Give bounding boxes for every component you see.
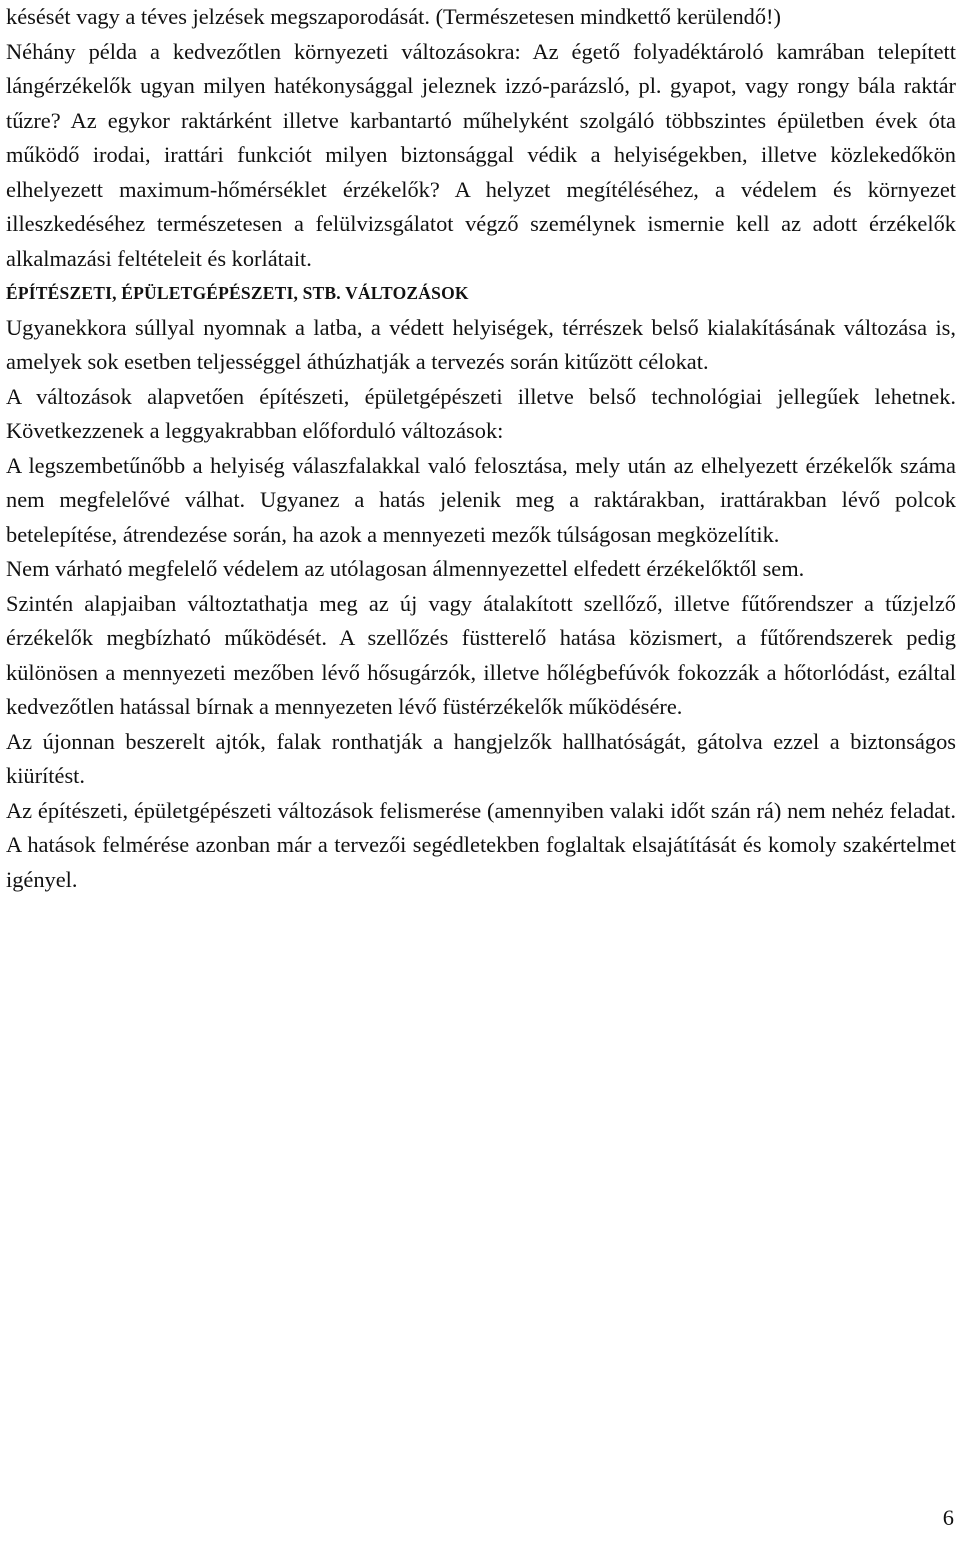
paragraph-partition-walls: A legszembetűnőbb a helyiség válaszfalakkal való felosztása, mely után az elhelyezett érzékelők száma nem megfelelővé válhat. Ugyanez a hatás jelenik meg a raktárakban, irattárakban lévő polcok betelepítése, átrendezése során, ha azok a mennyezeti mezők túlságosan megközelítik.: [6, 452, 956, 547]
paragraph-section-intro: Ugyanekkora súllyal nyomnak a latba, a védett helyiségek, térrészek belső kialakításának változása is, amelyek sok esetben teljességgel áthúzhatják a tervezés során kitűzött célokat.: [6, 314, 956, 374]
paragraph-change-types: A változások alapvetően építészeti, épületgépészeti illetve belső technológiai jellegűek lehetnek. Következzenek a leggyakrabban előforduló változások:: [6, 383, 956, 443]
paragraph-environment-examples: Néhány példa a kedvezőtlen környezeti változásokra: Az égető folyadéktároló kamrában telepített lángérzékelők ugyan milyen hatékonysággal jeleznek izzó-parázsló, pl. gyapot, vagy rongy bála raktár tűzre? Az egykor raktárként illetve karbantartó műhelyként szolgáló többszintes épületben évek óta működő irodai, irattári funkciót milyen biztonsággal védik a helyiségekben, illetve közlekedőkön elhelyezett maximum-hőmérséklet érzékelők? A helyzet megítéléséhez, a védelem és környezet illeszkedéséhez természetesen a felülvizsgálatot végző személynek ismernie kell az adott érzékelők alkalmazási feltételeit és korlátait.: [6, 38, 956, 271]
page-number: 6: [942, 1505, 954, 1530]
document-page: [6, 0, 956, 897]
paragraph-doors-walls: Az újonnan beszerelt ajtók, falak ronthatják a hangjelzők hallhatóságát, gátolva ezzel a biztonságos kiürítést.: [6, 728, 956, 788]
paragraph-false-ceiling: Nem várható megfelelő védelem az utólagosan álmennyezettel elfedett érzékelőktől sem.: [6, 556, 805, 581]
paragraph-ventilation-heating: Szintén alapjaiban változtathatja meg az új vagy átalakított szellőző, illetve fűtőrendszer a tűzjelző érzékelők megbízható működését. A szellőzés füstterelő hatása közismert, a fűtőrendszerek pedig különösen a mennyezeti mezőben lévő hősugárzók, illetve hőlégbefúvók fokozzák a hőtorlódást, ezáltal kedvezőtlen hatással bírnak a mennyezeten lévő füstérzékelők működésére.: [6, 590, 956, 719]
paragraph-continuation: késését vagy a téves jelzések megszaporodását. (Természetesen mindkettő kerülendő!): [6, 4, 781, 29]
section-heading: ÉPÍTÉSZETI, ÉPÜLETGÉPÉSZETI, STB. VÁLTOZÁSOK: [6, 283, 469, 303]
paragraph-assessment: Az építészeti, épületgépészeti változások felismerése (amennyiben valaki időt szán rá) nem nehéz feladat. A hatások felmérése azonban már a tervezői segédletekben foglaltak elsajátítását és komoly szakértelmet igényel.: [6, 797, 956, 892]
